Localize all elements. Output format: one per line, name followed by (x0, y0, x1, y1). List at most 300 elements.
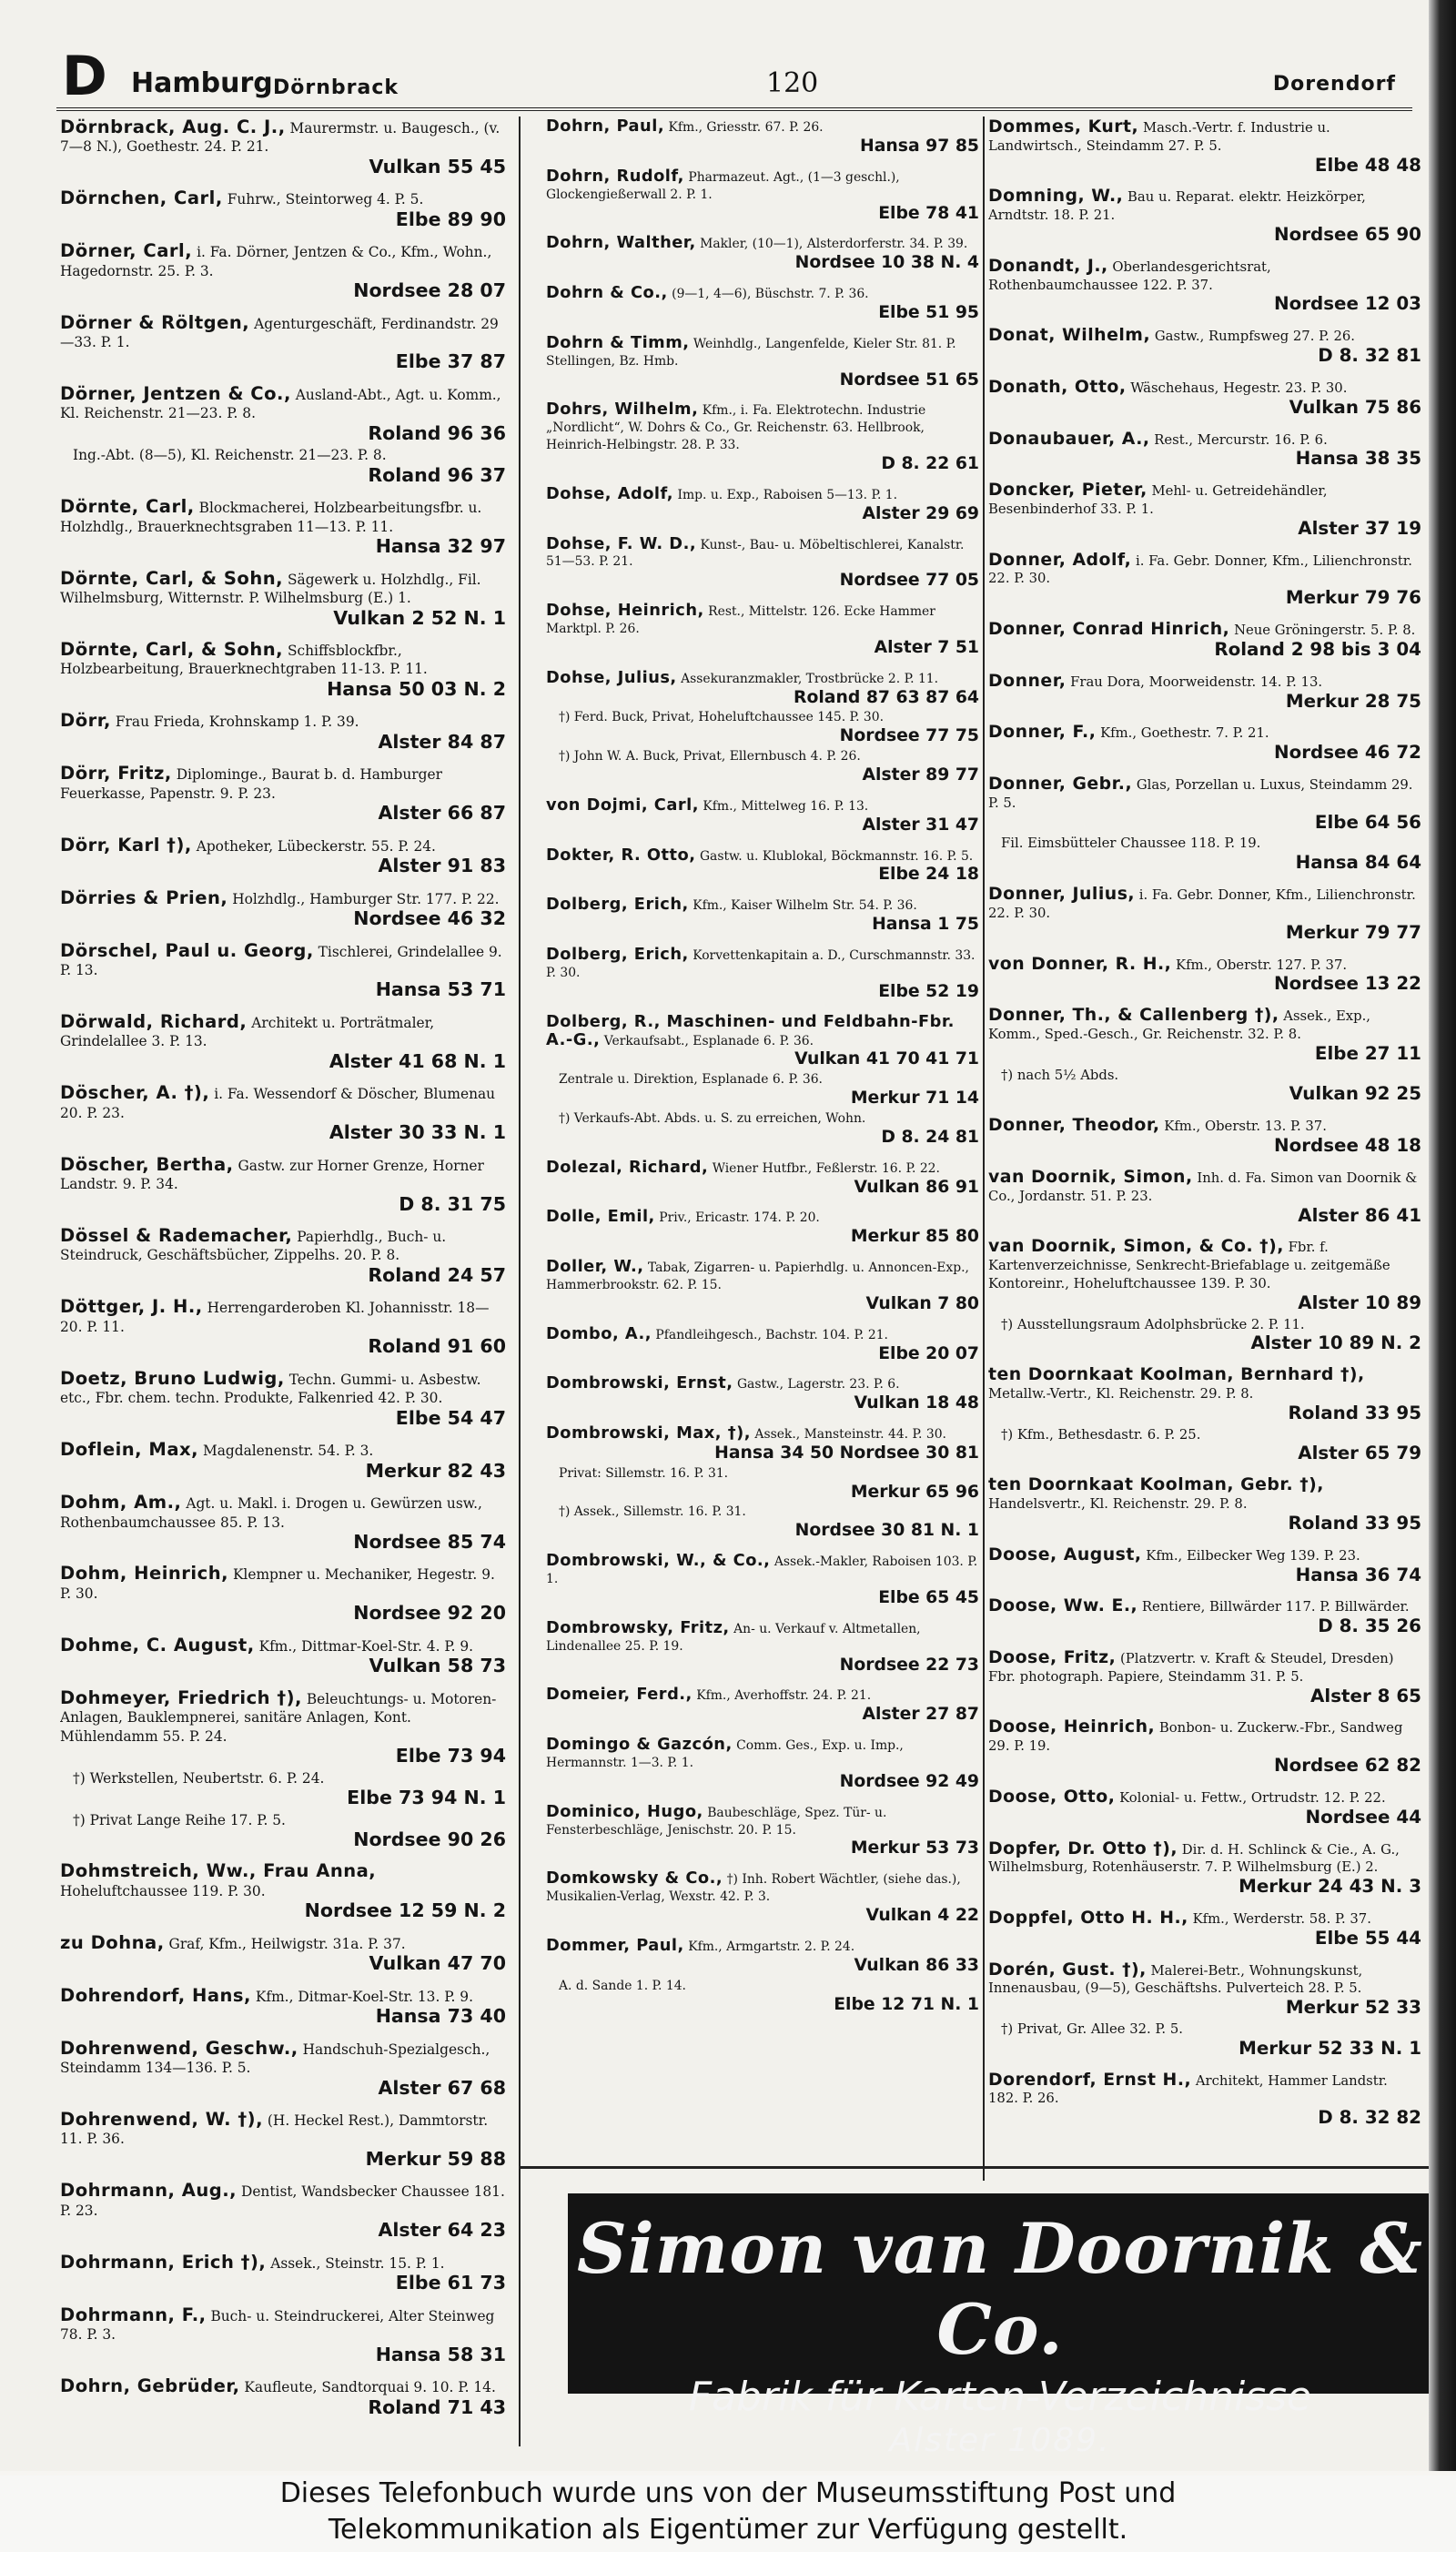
sub-line-text: †) Werkstellen, Neubertstr. 6. P. 24. (73, 1769, 325, 1787)
entry-text (988, 552, 1421, 589)
entry-sub-line (988, 835, 1421, 853)
entry-phone: Elbe 52 19 (878, 981, 979, 1001)
sub-line-text: †) John W. A. Buck, Privat, Ellernbusch 4. P. 26. (559, 749, 861, 765)
entry-name: Domeier, Ferd., (546, 1685, 693, 1705)
entry-text (546, 1617, 979, 1656)
entry-phone: Merkur 52 33 (1285, 1997, 1421, 2019)
entry-text (988, 1788, 1421, 1808)
entry-description: Glas, Porzellan u. Luxus, Steindamm 29. P. 5. (988, 777, 1413, 811)
entry-name: Dokter, R. Otto, (546, 845, 696, 865)
entry-name: Domkowsky & Co., (546, 1868, 723, 1889)
directory-entry (546, 1011, 979, 1148)
listing-column-3 (988, 118, 1421, 2175)
entry-phone: Alster 91 83 (378, 855, 506, 877)
entry-phone: D 8. 35 26 (1318, 1615, 1421, 1637)
entry-description: Kolonial- u. Fettw., Ortrudstr. 12. P. 22. (1119, 1789, 1386, 1806)
entry-phone: Vulkan 55 45 (369, 155, 506, 177)
directory-entry (988, 430, 1421, 471)
entry-name: Dörner, Carl, (60, 240, 193, 262)
directory-entry (60, 2111, 506, 2170)
entry-text (546, 1209, 979, 1227)
entry-text (60, 1862, 506, 1900)
entry-phone: D 8. 32 82 (1318, 2107, 1421, 2129)
directory-entry (546, 1686, 979, 1725)
entry-phone: D 8. 22 61 (881, 454, 979, 474)
entry-phone: Vulkan 41 70 41 71 (794, 1049, 979, 1069)
entry-text (546, 1259, 979, 1294)
entry-description: Gastw., Rumpfsweg 27. P. 26. (1154, 329, 1356, 345)
entry-description: (Platzvertr. v. Kraft & Steudel, Dresden) Fbr. photograph. Papiere, Steindamm 31. P. 5. (988, 1651, 1394, 1685)
entry-text (60, 385, 506, 423)
entry-name: Dohrn & Co., (546, 283, 668, 303)
entry-text (546, 533, 979, 572)
entry-description: Kfm., Armgartstr. 2. P. 24. (688, 1939, 855, 1954)
directory-entry (988, 724, 1421, 764)
entry-description: Priv., Ericastr. 174. P. 20. (659, 1210, 820, 1226)
entry-text (546, 1375, 979, 1393)
entry-sub-line (988, 1426, 1421, 1444)
directory-entry (988, 1597, 1421, 1637)
entry-text (60, 1367, 506, 1408)
entry-text (988, 886, 1421, 923)
entry-sub-line (988, 1067, 1421, 1085)
directory-entry (988, 1649, 1421, 1706)
entry-name: von Donner, R. H., (988, 954, 1172, 974)
directory-entry (60, 1153, 506, 1215)
entry-description: Korvettenkapitain a. D., Curschmannstr. 33. P. 30. (546, 947, 976, 980)
entry-sub-line (546, 748, 979, 765)
entry-description: Assekuranzmakler, Trostbrücke 2. P. 11. (681, 671, 939, 686)
page-number: 120 (766, 67, 819, 99)
entry-name: Donandt, J., (988, 256, 1108, 276)
directory-entry (546, 332, 979, 390)
entry-description: Rentiere, Billwärder 117. P. Billwärder. (1141, 1599, 1410, 1615)
directory-entry (988, 1788, 1421, 1828)
directory-entry (60, 886, 506, 930)
entry-name: Doncker, Pieter, (988, 481, 1148, 501)
entry-description: Blockmacherei, Holzbearbeitungsfbr. u. Holzhdlg., Brauerknechtsgraben 11—13. P. 11. (60, 500, 482, 535)
entry-sub-line (546, 1110, 979, 1128)
directory-entry (988, 1007, 1421, 1105)
entry-name: Dörnte, Carl, & Sohn, (60, 567, 284, 589)
entry-description: Rest., Mercurstr. 16. P. 6. (1154, 431, 1328, 448)
entry-phone: Elbe 89 90 (395, 208, 506, 230)
entry-phone: Alster 27 87 (862, 1705, 979, 1725)
entry-phone: Roland 33 95 (1288, 1402, 1421, 1423)
directory-entry (546, 603, 979, 658)
entry-name: Dohrs, Wilhelm, (546, 400, 699, 420)
entry-name: Dolezal, Richard, (546, 1157, 709, 1177)
footer-line-2: Telekommunikation als Eigentümer zur Verfügung gestellt. (328, 2514, 1128, 2546)
entry-text (60, 1565, 506, 1603)
entry-description: Architekt u. Porträtmaler, Grindelallee 3. P. 13. (60, 1015, 435, 1050)
entry-phone: Roland 2 98 bis 3 04 (1214, 638, 1421, 660)
sub-line-text: Fil. Eimsbütteler Chaussee 118. P. 19. (1001, 835, 1261, 852)
sub-line-text: A. d. Sande 1. P. 14. (559, 1978, 686, 1993)
directory-entry (546, 1323, 979, 1364)
entry-text (546, 603, 979, 638)
sub-line-phone: Alster 65 79 (1298, 1443, 1421, 1464)
entry-phone: Nordsee 12 59 N. 2 (304, 1899, 506, 1922)
directory-entry (60, 1494, 506, 1553)
entry-phone: Hansa 50 03 N. 2 (327, 677, 506, 700)
entry-text (546, 1737, 979, 1772)
directory-entry (60, 1298, 506, 1357)
entry-description: Frau Frieda, Krohnskamp 1. P. 39. (115, 714, 359, 731)
entry-text (546, 797, 979, 815)
entry-phone: Nordsee 48 18 (1273, 1135, 1421, 1157)
entry-phone: Hansa 1 75 (872, 915, 979, 935)
entry-text (546, 1553, 979, 1588)
entry-name: ten Doornkaat Koolman, Bernhard †), (988, 1365, 1365, 1385)
entry-phone: Nordsee 77 05 (839, 571, 979, 591)
entry-name: Domingo & Gazcón, (546, 1735, 733, 1755)
entry-name: Donner, Gebr., (988, 775, 1133, 795)
entry-phone: Vulkan 86 33 (854, 1955, 979, 1975)
entry-description: Handelsvertr., Kl. Reichenstr. 29. P. 8. (988, 1496, 1248, 1513)
entry-text (988, 956, 1421, 975)
entry-description: Architekt, Hammer Landstr. 182. P. 26. (988, 2072, 1388, 2107)
entry-name: Donath, Otto, (988, 377, 1127, 397)
directory-entry (988, 481, 1421, 539)
entry-text (60, 2253, 506, 2273)
directory-entry (988, 1117, 1421, 1157)
entry-phone: Roland 33 95 (1288, 1512, 1421, 1534)
entry-text (546, 896, 979, 915)
entry-sub-line (546, 709, 979, 726)
sub-line-phone: Elbe 73 94 N. 1 (347, 1786, 506, 1808)
entry-phone: Nordsee 92 49 (839, 1771, 979, 1791)
directory-entry (60, 2037, 506, 2099)
entry-description: Assek., Mansteinstr. 44. P. 30. (754, 1427, 946, 1443)
entry-name: Domning, W., (988, 187, 1124, 207)
entry-name: Dohrmann, F., (60, 2304, 207, 2325)
entry-description: Handschuh-Spezialgesch., Steindamm 134—136. P. 5. (60, 2041, 490, 2077)
entry-text (546, 401, 979, 454)
directory-entry (546, 1425, 979, 1541)
sub-line-phone: Hansa 84 64 (1295, 852, 1421, 874)
directory-entry (988, 1546, 1421, 1586)
entry-name: Dohrn, Gebrüder, (60, 2375, 240, 2397)
entry-text (60, 2182, 506, 2220)
sub-line-phone: Elbe 12 71 N. 1 (834, 1994, 979, 2014)
entry-description: Kfm., Griesstr. 67. P. 26. (668, 120, 824, 135)
directory-entry (988, 379, 1421, 419)
entry-text (546, 118, 979, 137)
entry-phone: Vulkan 47 70 (369, 1952, 506, 1975)
entry-phone: Nordsee 62 82 (1273, 1755, 1421, 1777)
entry-name: Dohm, Heinrich, (60, 1563, 229, 1585)
entry-phone: Nordsee 12 03 (1273, 293, 1421, 315)
entry-name: Doetz, Bruno Ludwig, (60, 1367, 285, 1389)
entry-description: Agt. u. Makl. i. Drogen u. Gewürzen usw., Rothenbaumchaussee 85. P. 13. (60, 1495, 482, 1531)
entry-phone: Merkur 53 73 (850, 1838, 979, 1858)
sub-line-text: †) Verkaufs-Abt. Abds. u. S. zu erreichen, Wohn. (559, 1110, 866, 1126)
entry-text (546, 168, 979, 204)
directory-entry (988, 118, 1421, 176)
sub-line-phone: Nordsee 77 75 (839, 726, 979, 746)
entry-phone: Merkur 24 43 N. 3 (1239, 1876, 1421, 1898)
directory-entry (60, 1013, 506, 1072)
entry-sub-line (546, 1978, 979, 1995)
directory-entry (546, 118, 979, 157)
entry-text (988, 481, 1421, 519)
entry-description: Assek., Steinstr. 15. P. 1. (270, 2254, 445, 2272)
entry-text (988, 673, 1421, 692)
entry-description: Kfm., Werderstr. 58. P. 37. (1192, 1910, 1371, 1927)
entry-name: Dörr, Fritz, (60, 763, 172, 785)
entry-phone: Hansa 32 97 (375, 535, 506, 558)
entry-name: Doose, Heinrich, (988, 1717, 1156, 1737)
entry-name: Dörner, Jentzen & Co., (60, 383, 291, 405)
entry-name: Dohse, Heinrich, (546, 601, 704, 621)
entry-description: Gastw. zur Horner Grenze, Horner Landstr. 9. P. 34. (60, 1157, 484, 1193)
section-letter: D (62, 45, 107, 108)
entry-description: Wiener Hutfbr., Feßlerstr. 16. P. 22. (712, 1160, 940, 1176)
entry-description: Kfm., Oberstr. 13. P. 37. (1164, 1119, 1327, 1135)
advertisement-tagline: Fabrik für Karten-Verzeichnisse (688, 2374, 1312, 2420)
entry-phone: Alster 64 23 (378, 2219, 506, 2242)
entry-text (60, 242, 506, 280)
entry-phone: Alster 10 89 (1298, 1291, 1421, 1313)
directory-entry (60, 118, 506, 177)
entry-description: Klempner u. Mechaniker, Hegestr. 9. P. 30. (60, 1566, 495, 1602)
entry-phone: D 8. 31 75 (399, 1192, 506, 1215)
entry-description: Rest., Mittelstr. 126. Ecke Hammer Marktpl. P. 26. (546, 604, 935, 637)
entry-text (60, 1084, 506, 1122)
entry-name: Dössel & Rademacher, (60, 1225, 293, 1247)
entry-name: Doose, Fritz, (988, 1648, 1117, 1668)
entry-phone: Elbe 20 07 (878, 1343, 979, 1363)
entry-text (988, 1840, 1421, 1878)
entry-text (988, 1366, 1421, 1403)
entry-name: Dörnbrack, Aug. C. J., (60, 118, 286, 137)
entry-phone: Vulkan 2 52 N. 1 (333, 606, 506, 629)
entry-text (546, 332, 979, 370)
directory-entry (60, 242, 506, 301)
entry-phone: Elbe 61 73 (395, 2272, 506, 2294)
directory-entry (988, 956, 1421, 996)
entry-phone: Merkur 28 75 (1285, 690, 1421, 712)
entry-phone: Elbe 55 44 (1314, 1927, 1421, 1949)
entry-name: Dörr, (60, 710, 111, 732)
entry-description: Gastw. u. Klublokal, Böckmannstr. 16. P. 5. (699, 848, 974, 864)
entry-description: Sägewerk u. Holzhdlg., Fil. Wilhelmsburg, Witternstr. P. Wilhelmsburg (E.) 1. (60, 571, 481, 607)
directory-entry (546, 285, 979, 323)
entry-text (60, 311, 506, 352)
directory-entry (60, 939, 506, 1001)
entry-description: Comm. Ges., Exp. u. Imp., Hermannstr. 1—3. P. 1. (546, 1738, 904, 1770)
entry-phone: Elbe 48 48 (1314, 154, 1421, 176)
entry-sub-line (60, 446, 506, 464)
entry-text (546, 235, 979, 253)
directory-entry (60, 712, 506, 753)
entry-name: Dörries & Prien, (60, 886, 228, 908)
entry-phone: Nordsee 44 (1305, 1806, 1421, 1828)
directory-entry (60, 1367, 506, 1429)
directory-entry (988, 552, 1421, 609)
entry-text (988, 1961, 1421, 1999)
entry-text (60, 498, 506, 536)
directory-entry (60, 1686, 506, 1851)
entry-phone: Elbe 65 45 (878, 1587, 979, 1607)
entry-name: Dohrmann, Aug., (60, 2180, 238, 2202)
entry-name: Doose, Ww. E., (988, 1596, 1138, 1616)
entry-name: Dohrenwend, Geschw., (60, 2037, 298, 2059)
entry-name: Dohrn, Paul, (546, 118, 665, 136)
entry-phone: Elbe 37 87 (395, 350, 506, 373)
entry-phone: Merkur 79 77 (1285, 921, 1421, 943)
entry-description: Neue Gröningerstr. 5. P. 8. (1234, 623, 1416, 639)
entry-name: Donaubauer, A., (988, 429, 1150, 449)
entry-text (546, 1935, 979, 1956)
sub-line-text: †) nach 5½ Abds. (1001, 1067, 1119, 1083)
directory-entry (988, 886, 1421, 943)
entry-text (988, 1238, 1421, 1292)
entry-text (546, 1323, 979, 1344)
advertisement-company: Simon van Doornik & Co. (577, 2208, 1423, 2370)
entry-text (988, 1649, 1421, 1686)
entry-text (60, 1013, 506, 1051)
entry-name: Dohmstreich, Ww., Frau Anna, (60, 1860, 377, 1882)
entry-name: van Doornik, Simon, & Co. †), (988, 1237, 1284, 1257)
entry-description: Assek., Exp., Komm., Sped.-Gesch., Gr. Reichenstr. 32. P. 8. (988, 1008, 1370, 1042)
directory-entry (546, 533, 979, 592)
entry-phone: Merkur 79 76 (1285, 587, 1421, 609)
entry-name: Dohm, Am., (60, 1492, 182, 1514)
directory-entry (988, 621, 1421, 661)
entry-description: Gastw., Lagerstr. 23. P. 6. (736, 1377, 900, 1392)
entry-phone: Alster 8 65 (1310, 1685, 1421, 1706)
entry-text (988, 327, 1421, 346)
entry-text (60, 2037, 506, 2078)
directory-entry (988, 1238, 1421, 1354)
entry-description: Kfm., Eilbecker Weg 139. P. 23. (1146, 1547, 1360, 1564)
archive-footer (0, 2476, 1456, 2552)
entry-name: Dohse, Julius, (546, 667, 677, 687)
entry-phone: Nordsee 46 72 (1273, 742, 1421, 764)
entry-text (988, 430, 1421, 450)
entry-description: i. Fa. Gebr. Donner, Kfm., Lilienchronstr. 22. P. 30. (988, 887, 1416, 921)
sub-line-text: †) Privat Lange Reihe 17. P. 5. (73, 1811, 286, 1828)
directory-entry (60, 2253, 506, 2294)
entry-description: Agenturgeschäft, Ferdinandstr. 29—33. P. 1. (60, 315, 499, 351)
entry-text (546, 667, 979, 688)
entry-text (546, 285, 979, 303)
entry-description: Magdalenenstr. 54. P. 3. (202, 1443, 374, 1460)
entry-text (546, 1425, 979, 1443)
entry-text (60, 1153, 506, 1194)
directory-entry (60, 641, 506, 700)
entry-phone: Vulkan 7 80 (865, 1293, 979, 1313)
entry-text (60, 1227, 506, 1265)
entry-name: Donner, Conrad Hinrich, (988, 620, 1230, 640)
entry-text (988, 1546, 1421, 1565)
entry-phone: Alster 86 41 (1298, 1204, 1421, 1226)
entry-description: Baubeschläge, Spez. Tür- u. Fensterbeschläge, Jenischstr. 20. P. 15. (546, 1805, 887, 1838)
entry-name: Dohme, C. August, (60, 1634, 255, 1656)
listing-column-2 (546, 118, 979, 2030)
entry-name: Dörner & Röltgen, (60, 311, 250, 333)
directory-entry (60, 385, 506, 486)
entry-name: Dohse, Adolf, (546, 483, 674, 503)
entry-text (60, 1298, 506, 1336)
entry-name: Dorendorf, Ernst H., (988, 2070, 1192, 2090)
advertisement-banner (568, 2193, 1432, 2459)
entry-phone: Elbe 51 95 (878, 302, 979, 322)
entry-text (60, 1494, 506, 1532)
entry-name: Donner, Adolf, (988, 550, 1132, 570)
entry-name: Donat, Wilhelm, (988, 326, 1151, 346)
entry-description: Kfm., Ditmar-Koel-Str. 13. P. 9. (255, 1988, 473, 2005)
directory-entry (60, 498, 506, 557)
entry-phone: Alster 29 69 (862, 503, 979, 523)
entry-text (60, 2377, 506, 2396)
entry-text (988, 775, 1421, 813)
directory-entry (546, 1209, 979, 1247)
directory-entry (988, 258, 1421, 315)
entry-phone: Hansa 34 50 Nordsee 30 81 (714, 1443, 979, 1463)
directory-entry (988, 1718, 1421, 1776)
entry-phone: Roland 87 63 87 64 (794, 687, 979, 707)
directory-entry (60, 1636, 506, 1677)
entry-phone: Nordsee 10 38 N. 4 (794, 253, 979, 273)
directory-entry (60, 2306, 506, 2365)
entry-description: i. Fa. Wessendorf & Döscher, Blumenau 20. P. 23. (60, 1086, 496, 1121)
sub-line-phone: Merkur 65 96 (850, 1482, 979, 1502)
entry-description: An- u. Verkauf v. Altmetallen, Lindenallee 25. P. 19. (546, 1621, 921, 1654)
entry-name: Dominico, Hugo, (546, 1801, 703, 1821)
entry-name: Dorén, Gust. †), (988, 1960, 1147, 1980)
entry-name: Döscher, Bertha, (60, 1153, 234, 1175)
entry-name: Dohrn & Timm, (546, 332, 690, 352)
directory-entry (546, 401, 979, 474)
advertisement-phone: Alster 1089. (889, 2422, 1111, 2459)
entry-sub-line (546, 1504, 979, 1521)
entry-description: †) Inh. Robert Wächtler, (siehe das.), Musikalien-Verlag, Wexstr. 42. P. 3. (546, 1872, 961, 1905)
sub-line-text: †) Ferd. Buck, Privat, Hoheluftchaussee 145. P. 30. (559, 710, 885, 725)
entry-text (988, 1007, 1421, 1044)
column-divider (983, 116, 985, 2181)
entry-description: Beleuchtungs- u. Motoren-Anlagen, Bauklempnerei, sanitäre Anlagen, Kont. Mühlendamm 55. P. 24. (60, 1690, 497, 1745)
entry-description: Herrengarderoben Kl. Johannisstr. 18—20. P. 11. (60, 1300, 490, 1335)
entry-text (60, 1441, 506, 1460)
entry-name: Dörnte, Carl, & Sohn, (60, 639, 284, 661)
entry-description: Holzhdlg., Hamburger Str. 177. P. 22. (232, 890, 500, 907)
sub-line-text: Ing.-Abt. (8—5), Kl. Reichenstr. 21—23. P. 8. (73, 447, 387, 464)
entry-phone: Vulkan 58 73 (369, 1655, 506, 1677)
directory-entry (546, 1617, 979, 1676)
directory-entry (546, 667, 979, 785)
entry-description: Tischlerei, Grindelallee 9. P. 13. (60, 943, 502, 979)
entry-description: Graf, Kfm., Heilwigstr. 31a. P. 37. (168, 1935, 406, 1952)
entry-name: Dopfer, Dr. Otto †), (988, 1838, 1178, 1858)
entry-text (60, 1984, 506, 2006)
entry-text (988, 621, 1421, 640)
entry-text (988, 258, 1421, 295)
directory-entry (60, 765, 506, 824)
entry-text (60, 2111, 506, 2149)
entry-phone: Merkur 85 80 (850, 1227, 979, 1247)
entry-phone: Hansa 38 35 (1295, 448, 1421, 470)
listing-column-1 (60, 118, 506, 2448)
last-entry-keyword: Dorendorf (1272, 73, 1396, 96)
entry-text (60, 1686, 506, 1746)
entry-name: Döscher, A. †), (60, 1082, 210, 1104)
entry-name: Dolberg, Erich, (546, 895, 689, 915)
entry-description: Techn. Gummi- u. Asbestw. etc., Fbr. chem. techn. Produkte, Falkenried 42. P. 30. (60, 1371, 481, 1407)
entry-phone: Merkur 59 88 (365, 2147, 506, 2170)
